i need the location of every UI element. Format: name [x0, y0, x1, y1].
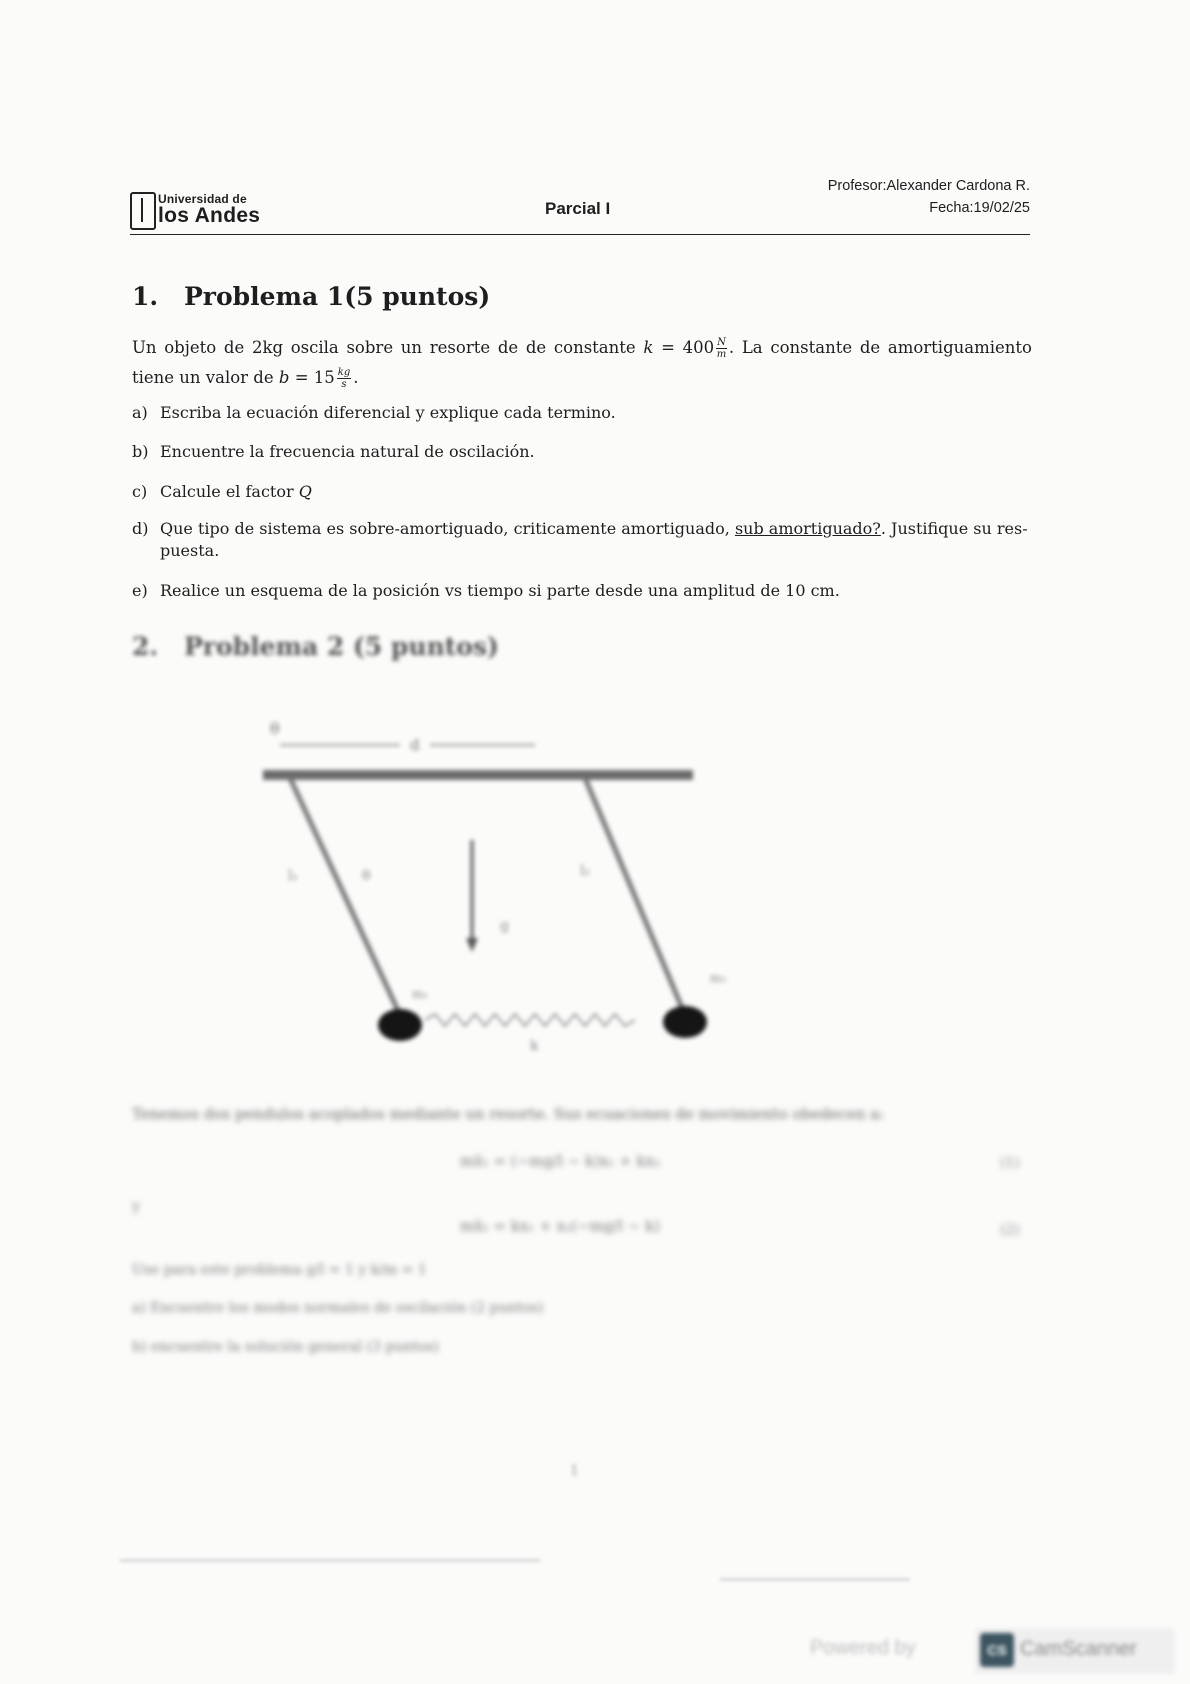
k-unit-fraction: [716, 337, 727, 360]
list-item: [132, 439, 1030, 465]
q-symbol: Q: [298, 482, 312, 501]
problem1-heading: [132, 282, 490, 311]
equation-1: mẍ₁ = (−mg/l − k)x₁ + kx₂: [460, 1152, 661, 1170]
coupled-pendulum-figure: [230, 710, 730, 1050]
b-unit-numerator: kg: [337, 367, 351, 378]
item-label: a): [132, 403, 148, 422]
item-text-after: . Justifique su res-: [880, 519, 1028, 538]
item-label: c): [132, 482, 148, 501]
b-value: = 15: [289, 368, 335, 387]
statement-end: .: [353, 368, 359, 387]
b-unit-denominator: s: [341, 379, 347, 390]
figure-label-right-mass: m₂: [710, 971, 727, 985]
logo-big-text: los Andes: [158, 204, 261, 227]
coupling-spring: [425, 1014, 635, 1026]
figure-label-gravity: g: [500, 918, 509, 934]
figure-label-spring: k: [530, 1038, 539, 1050]
figure-label-top: θ: [270, 719, 280, 738]
figure-label-left-theta: θ: [362, 868, 371, 884]
figure-label-left-mass: m₁: [412, 987, 429, 1001]
left-mass: [378, 1009, 422, 1041]
problem2-question-a: a) Encuentre los modos normales de oscilación (2 puntos): [132, 1300, 544, 1316]
k-symbol: k: [643, 338, 654, 357]
scan-edge-line: [720, 1578, 910, 1581]
item-label: e): [132, 581, 148, 600]
item-continuation: puesta.: [160, 541, 220, 560]
equation-1-number: (1): [1000, 1155, 1020, 1171]
ceiling-support: [263, 770, 693, 780]
problem1-statement: [132, 333, 1032, 393]
camscanner-name: CamScanner: [1020, 1638, 1137, 1660]
university-logo: [130, 190, 280, 234]
page-number: 1: [570, 1463, 579, 1479]
powered-by-text: Powered by: [810, 1637, 916, 1659]
equation-2-number: (2): [1000, 1222, 1020, 1238]
statement-text-2: . La constante de amortiguamiento tiene un valor de: [132, 338, 1032, 387]
gravity-arrowhead: [466, 938, 478, 952]
item-text: Escriba la ecuación diferencial y explique cada termino.: [160, 403, 616, 422]
problem1-title: Problema 1(5 puntos): [184, 282, 491, 311]
header-divider: [130, 234, 1030, 235]
k-unit-denominator: m: [716, 349, 727, 360]
list-item: [132, 479, 1030, 505]
equation-2: mẍ₂ = kx₁ + x₂(−mg/l − k): [460, 1217, 661, 1235]
university-crest-icon: [130, 192, 156, 230]
b-symbol: b: [278, 368, 290, 387]
figure-label-right-length: l₂: [580, 863, 591, 879]
k-unit-numerator: N: [717, 337, 726, 348]
b-unit-fraction: [337, 367, 351, 390]
right-pendulum-rod: [585, 778, 685, 1015]
statement-text: Un objeto de 2kg oscila sobre un resorte de de constante: [132, 338, 644, 357]
problem2-note: Use para este problema g/l = 1 y k/m = 1: [132, 1262, 427, 1278]
left-pendulum-rod: [290, 778, 400, 1015]
problem2-statement: Tenemos dos pendulos acoplados mediante un resorte. Sus ecuaciones de movimiento obedecen a:: [132, 1105, 885, 1123]
problem1-number: 1.: [132, 282, 159, 311]
problem2-number: 2.: [132, 632, 159, 661]
camscanner-icon: CS: [980, 1633, 1014, 1667]
equation-connector: y: [132, 1197, 141, 1215]
exam-date: Fecha:19/02/25: [929, 200, 1030, 216]
underlined-text: sub amortiguado?: [734, 519, 881, 538]
logo-small-text: Universidad de: [158, 192, 247, 206]
problem2-heading: [132, 632, 499, 661]
item-label: b): [132, 442, 149, 461]
figure-label-distance: d: [410, 736, 420, 754]
list-item: [132, 400, 1030, 426]
exam-title: Parcial I: [545, 199, 611, 218]
item-text: Realice un esquema de la posición vs tiempo si parte desde una amplitud de 10 cm.: [160, 581, 840, 600]
figure-label-left-length: l₁: [288, 868, 299, 884]
scan-edge-line: [120, 1559, 540, 1562]
list-item: [132, 578, 1030, 604]
item-label: d): [132, 519, 149, 538]
problem2-title: Problema 2 (5 puntos): [184, 632, 499, 661]
item-text: Calcule el factor: [160, 482, 299, 501]
professor-name: Profesor:Alexander Cardona R.: [827, 178, 1030, 194]
k-value: = 400: [653, 338, 715, 357]
list-item: [132, 516, 1030, 542]
right-mass: [663, 1006, 707, 1038]
problem2-question-b: b) encuentre la solución general (3 puntos): [132, 1339, 440, 1355]
item-text: Que tipo de sistema es sobre-amortiguado, criticamente amortiguado,: [160, 519, 735, 538]
item-text: Encuentre la frecuencia natural de oscilación.: [160, 442, 535, 461]
